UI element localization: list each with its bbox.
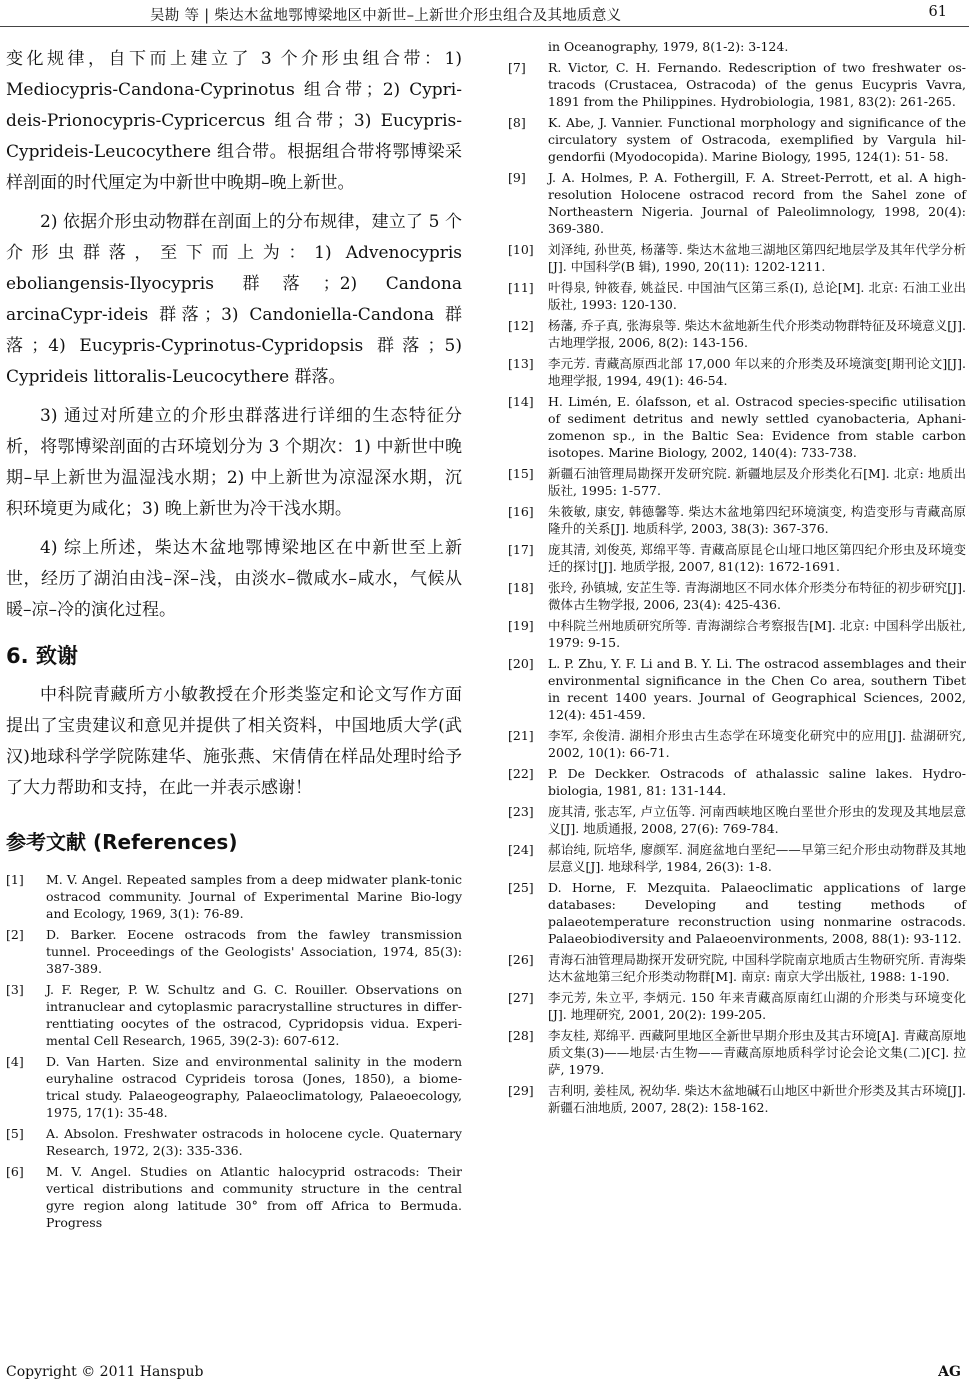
reference-number: [26] (508, 952, 534, 967)
acknowledgement-heading: 6. 致谢 (6, 644, 78, 668)
reference-number: [29] (508, 1083, 534, 1098)
reference-item (508, 503, 966, 537)
reference-number: [18] (508, 580, 534, 595)
reference-number: [9] (508, 170, 526, 185)
reference-item (508, 393, 966, 461)
reference-text: J. F. Reger, P. W. Schultz and G. C. Rouiller. Observations on intranuclear and cytoplasmic paracrystalline structures in differ-renttiating oocytes of the ostracod, Cypridopsis vidua. Experi-mental Cell Research, 1965, 39(2-3): 607-612. (46, 982, 462, 1048)
reference-text: 青海石油管理局勘探开发研究院, 中国科学院南京地质古生物研究所. 青海柴达木盆地第三纪介形类动物群[M]. 南京: 南京大学出版社, 1988: 1-190. (548, 952, 966, 984)
reference-text: 吉利明, 姜桂凤, 祝幼华. 柴达木盆地碱石山地区中新世介形类及其古环境[J]. 新疆石油地质, 2007, 28(2): 158-162. (548, 1083, 966, 1115)
reference-text: 李元芳, 朱立平, 李炳元. 150 年来青藏高原南红山湖的介形类与环境变化[J]. 地理研究, 2001, 20(2): 199-205. (548, 990, 966, 1022)
reference-list-right (508, 59, 966, 1116)
page-footer (0, 1362, 969, 1384)
reference-number: [6] (6, 1164, 24, 1179)
reference-number: [28] (508, 1028, 534, 1043)
reference-number: [20] (508, 656, 534, 671)
reference-number: [13] (508, 356, 534, 371)
header-title: 吴勘 等 | 柴达木盆地鄂博梁地区中新世–上新世介形虫组合及其地质意义 (150, 8, 622, 24)
reference-number: [5] (6, 1126, 24, 1141)
reference-text: M. V. Angel. Studies on Atlantic halocyprid ostracods: Their vertical distributions and community structure in the central gyre region along latitude 30° from off Africa to Bermuda. Progress (46, 1164, 462, 1230)
reference-text: 刘泽纯, 孙世英, 杨藩等. 柴达木盆地三湖地区第四纪地层学及其年代学分析[J]. 中国科学(B 辑), 1990, 20(11): 1202-1211. (548, 242, 966, 274)
reference-text: 李友桂, 郑绵平. 西藏阿里地区全新世早期介形虫及其古环境[A]. 青藏高原地质文集(3)——地层·古生物——青藏高原地质科学讨论会论文集(二)[C]. 拉萨, 1979. (548, 1028, 966, 1077)
reference-number: [25] (508, 880, 534, 895)
reference-item (508, 879, 966, 947)
reference-item (508, 1027, 966, 1078)
reference-item (508, 655, 966, 723)
reference-number: [16] (508, 504, 534, 519)
reference-item (508, 317, 966, 351)
reference-number: [23] (508, 804, 534, 819)
reference-item (6, 981, 462, 1049)
reference-text: J. A. Holmes, P. A. Fothergill, F. A. Street-Perrott, et al. A high-resolution Holocene ostracod record from the Sahel zone of Northeastern Nigeria. Journal of Paleolimnology, 1998, 20(4): 369-380. (548, 170, 966, 236)
reference-text: 朱筱敏, 康安, 韩德馨等. 柴达木盆地第四纪环境演变, 构造变形与青藏高原隆升的关系[J]. 地质科学, 2003, 38(3): 367-376. (548, 504, 966, 536)
reference-text: 中科院兰州地质研究所等. 青海湖综合考察报告[M]. 北京: 中国科学出版社, 1979: 9-15. (548, 618, 966, 650)
reference-item (508, 617, 966, 651)
reference-number: [17] (508, 542, 534, 557)
reference-text: 李元芳. 青藏高原西北部 17,000 年以来的介形类及环境演变[期刊论文][J]. 地理学报, 1994, 49(1): 46-54. (548, 356, 966, 388)
reference-item (508, 727, 966, 761)
reference-item (508, 579, 966, 613)
reference-number: [15] (508, 466, 534, 481)
reference-number: [22] (508, 766, 534, 781)
reference-item (508, 951, 966, 985)
journal-abbrev: AG (938, 1364, 961, 1380)
reference-item (6, 926, 462, 977)
reference-number: [19] (508, 618, 534, 633)
reference-item (508, 989, 966, 1023)
reference-text: L. P. Zhu, Y. F. Li and B. Y. Li. The ostracod assemblages and their environmental significance in the Chen Co area, southern Tibet in recent 1400 years. Journal of Geographical Sciences, 2002, 12(4): 451-459. (548, 656, 966, 722)
conclusion-paragraph-3: 3) 通过对所建立的介形虫群落进行详细的生态特征分析，将鄂博梁剖面的古环境划分为 3 个期次：1) 中新世中晚期–早上新世为温湿浅水期；2) 中上新世为凉湿深水期，沉积环境更为咸化；3) 晚上新世为冷干浅水期。 (6, 406, 462, 519)
reference-number: [12] (508, 318, 534, 333)
reference-item (508, 279, 966, 313)
reference-item (6, 1125, 462, 1159)
reference-number: [8] (508, 115, 526, 130)
reference-text: M. V. Angel. Repeated samples from a deep midwater plank-tonic ostracod community. Journal of Experimental Marine Bio-logy and Ecology, 1969, 3(1): 76-89. (46, 872, 462, 921)
reference-text: 张玲, 孙镇城, 安芷生等. 青海湖地区不同水体介形类分布特征的初步研究[J]. 微体古生物学报, 2006, 23(4): 425-436. (548, 580, 966, 612)
reference-item (508, 1082, 966, 1116)
right-column (508, 38, 966, 1120)
reference-text: P. De Deckker. Ostracods of athalassic saline lakes. Hydro-biologia, 1981, 81: 131-144. (548, 766, 966, 798)
reference-number: [14] (508, 394, 534, 409)
reference-number: [27] (508, 990, 534, 1005)
reference-item (508, 465, 966, 499)
reference-number: [2] (6, 927, 24, 942)
acknowledgement-paragraph: 中科院青藏所方小敏教授在介形类鉴定和论文写作方面提出了宝贵建议和意见并提供了相关资料，中国地质大学(武汉)地球科学学院陈建华、施张燕、宋倩倩在样品处理时给予了大力帮助和支持，在此一并表示感谢！ (6, 685, 462, 798)
left-column (6, 44, 462, 1235)
reference-text: R. Victor, C. H. Fernando. Redescription of two freshwater os-tracods (Crustacea, Ostracoda) of the genus Eucypris Vavra, 1891 from the Philippines. Hydrobiologia, 1981, 83(2): 261-265. (548, 60, 966, 109)
reference-number: [1] (6, 872, 24, 887)
reference-number: [7] (508, 60, 526, 75)
reference-6-continuation: in Oceanography, 1979, 8(1-2): 3-124. (548, 39, 789, 54)
reference-number: [3] (6, 982, 24, 997)
reference-text: K. Abe, J. Vannier. Functional morphology and significance of the circulatory system of Ostracoda, exemplified by Vargula hil-gendorfii (Myodocopida). Marine Biology, 1995, 124(1): 51- 58. (548, 115, 966, 164)
reference-item (6, 871, 462, 922)
reference-item (508, 541, 966, 575)
reference-text: 庞其清, 刘俊英, 郑绵平等. 青藏高原昆仑山垭口地区第四纪介形虫及环境变迁的探讨[J]. 地质学报, 2007, 81(12): 1672-1691. (548, 542, 966, 574)
references-heading: 参考文献 (References) (6, 830, 238, 854)
reference-item (6, 1053, 462, 1121)
reference-text: D. Horne, F. Mezquita. Palaeoclimatic applications of large databases: Developing and testing methods of palaeotemperature reconstruction using nonmarine ostracods. Palaeobiodiversity and Palaeoenvironments, 2008, 88(1): 93-112. (548, 880, 966, 946)
reference-text: D. Van Harten. Size and environmental salinity in the modern euryhaline ostracod Cyprideis torosa (Jones, 1850), a biome-trical study. Palaeogeography, Palaeoclimatology, Palaeoecology, 1975, 17(1): 35-48. (46, 1054, 462, 1120)
reference-item (508, 765, 966, 799)
reference-number: [21] (508, 728, 534, 743)
running-header (0, 0, 969, 27)
reference-text: 郝诒纯, 阮培华, 廖颜军. 洞庭盆地白垩纪——早第三纪介形虫动物群及其地层意义[J]. 地球科学, 1984, 26(3): 1-8. (548, 842, 966, 874)
reference-number: [11] (508, 280, 534, 295)
reference-number: [24] (508, 842, 534, 857)
reference-item (508, 803, 966, 837)
reference-item (508, 241, 966, 275)
reference-item (508, 114, 966, 165)
reference-text: 新疆石油管理局勘探开发研究院. 新疆地层及介形类化石[M]. 北京: 地质出版社, 1995: 1-577. (548, 466, 966, 498)
conclusion-paragraph-4: 4) 综上所述，柴达木盆地鄂博梁地区在中新世至上新世，经历了湖泊由浅–深–浅，由淡水–微咸水–咸水，气候从暖–凉–冷的演化过程。 (6, 538, 462, 620)
reference-text: H. Limén, E. ólafsson, et al. Ostracod species-specific utilisation of sediment detritus and newly settled cyanobacteria, Aphani-zomenon sp., in the Baltic Sea: Evidence from stable carbon isotopes. Marine Biology, 2002, 140(4): 733-738. (548, 394, 966, 460)
reference-text: 李军, 余俊清. 湖相介形虫古生态学在环境变化研究中的应用[J]. 盐湖研究, 2002, 10(1): 66-71. (548, 728, 966, 760)
reference-text: 庞其清, 张志军, 卢立伍等. 河南西峡地区晚白垩世介形虫的发现及其地层意义[J]. 地质通报, 2008, 27(6): 769-784. (548, 804, 966, 836)
conclusion-paragraph-2: 2) 依据介形虫动物群在剖面上的分布规律，建立了 5 个介形虫群落，至下而上为：1) Advenocypris eboliangensis-Ilyocypris 群落；2) Candona arcinaCypr-ideis 群落；3) Candoniella-Candona 群落；4) Eucypris-Cyprinotus-Cypridopsis 群落；5) Cyprideis littoralis-Leucocythere 群落。 (6, 212, 462, 387)
reference-number: [10] (508, 242, 534, 257)
reference-list-left (6, 871, 462, 1231)
reference-text: 叶得泉, 钟筱春, 姚益民. 中国油气区第三系(I), 总论[M]. 北京: 石油工业出版社, 1993: 120-130. (548, 280, 966, 312)
reference-item (508, 169, 966, 237)
reference-text: D. Barker. Eocene ostracods from the fawley transmission tunnel. Proceedings of the Geologists' Association, 1974, 85(3): 387-389. (46, 927, 462, 976)
reference-text: 杨藩, 乔子真, 张海泉等. 柴达木盆地新生代介形类动物群特征及环境意义[J]. 古地理学报, 2006, 8(2): 143-156. (548, 318, 966, 350)
reference-item (508, 355, 966, 389)
reference-number: [4] (6, 1054, 24, 1069)
reference-item (6, 1163, 462, 1231)
reference-item (508, 841, 966, 875)
reference-text: A. Absolon. Freshwater ostracods in holocene cycle. Quaternary Research, 1972, 2(3): 335-336. (46, 1126, 462, 1158)
copyright-text: Copyright © 2011 Hanspub (6, 1364, 204, 1380)
page-number: 61 (928, 4, 947, 20)
reference-item (508, 59, 966, 110)
conclusion-paragraph-1: 变化规律，自下而上建立了 3 个介形虫组合带：1) Mediocypris-Candona-Cyprinotus 组合带；2) Cypri-deis-Prionocypris-Cypricercus 组合带；3) Eucypris-Cyprideis-Leucocythere 组合带。根据组合带将鄂博梁采样剖面的时代厘定为中新世中晚期–晚上新世。 (6, 49, 462, 193)
